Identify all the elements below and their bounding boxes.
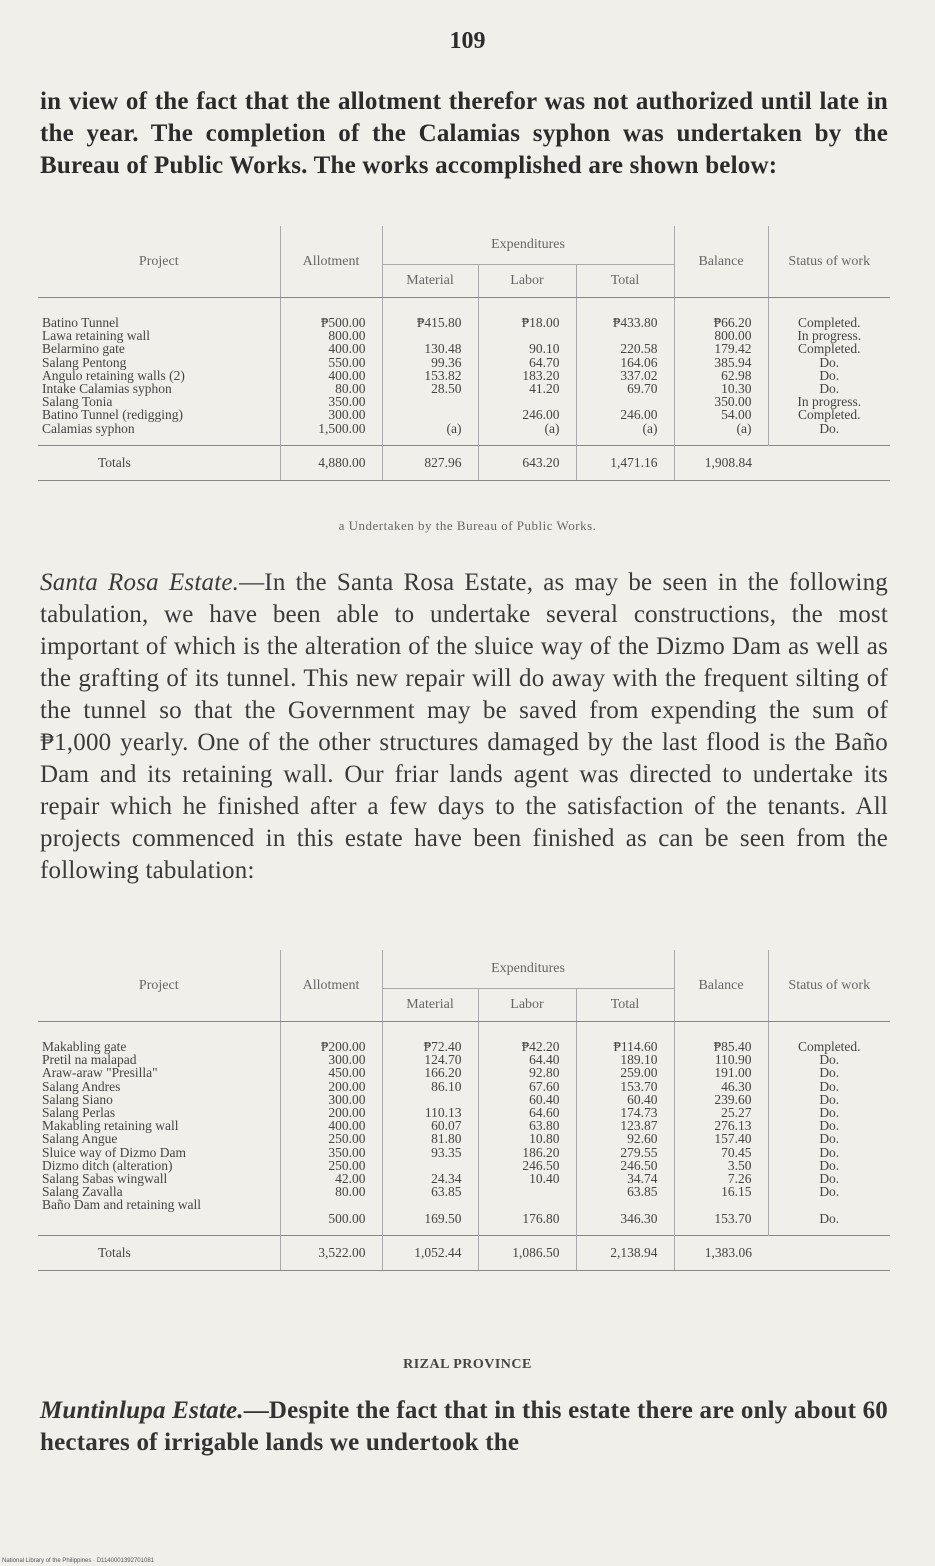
totals-total: 2,138.94 (576, 1235, 674, 1270)
balance-column: ₱85.40 110.90 191.00 46.30 239.60 25.27 276.13 157.40 70.45 3.50 7.26 16.15 153.70 (674, 1022, 768, 1236)
section-title: RIZAL PROVINCE (403, 1357, 532, 1372)
totals-status (768, 445, 890, 480)
material-column: ₱72.40 124.70 166.20 86.10 110.13 60.07 81.80 93.35 24.34 63.85 169.50 (382, 1022, 478, 1236)
totals-material: 827.96 (382, 445, 478, 480)
totals-total: 1,471.16 (576, 445, 674, 480)
totals-balance: 1,908.84 (674, 445, 768, 480)
total-column: ₱114.60 189.10 259.00 153.70 60.40 174.73 123.87 92.60 279.55 246.50 34.74 63.85 346.30 (576, 1022, 674, 1236)
totals-allotment: 3,522.00 (280, 1235, 382, 1270)
allotment-column: ₱200.00 300.00 450.00 200.00 300.00 200.00 400.00 250.00 350.00 250.00 42.00 80.00 500.00 (280, 1022, 382, 1236)
status-column: Completed. Do. Do. Do. Do. Do. Do. Do. Do. Do. Do. Do. Do. (768, 1022, 890, 1236)
totals-balance: 1,383.06 (674, 1235, 768, 1270)
table-works-1 (38, 226, 890, 481)
header-project: Project (38, 950, 280, 1022)
page-number: 109 (449, 28, 486, 54)
intro-paragraph: in view of the fact that the allotment therefor was not authorized until late in the year. The completion of the Calamias syphon was undertaken by the Bureau of Public Works. The works accomplished are shown below: (40, 88, 888, 179)
header-balance: Balance (674, 226, 768, 298)
total-column: ₱433.80 220.58 164.06 337.02 69.70 246.00 (a) (576, 298, 674, 446)
header-project: Project (38, 226, 280, 298)
header-balance: Balance (674, 950, 768, 1022)
muntinlupa-paragraph (40, 1395, 888, 1459)
totals-label: Totals (38, 445, 280, 480)
header-material: Material (382, 989, 478, 1022)
header-status: Status of work (768, 226, 890, 298)
totals-status (768, 1235, 890, 1270)
santa-rosa-paragraph (40, 567, 888, 887)
status-column: Completed. In progress. Completed. Do. Do. Do. In progress. Completed. Do. (768, 298, 890, 446)
table-footnote: a Undertaken by the Bureau of Public Works. (338, 518, 597, 533)
totals-labor: 643.20 (478, 445, 576, 480)
totals-material: 1,052.44 (382, 1235, 478, 1270)
header-labor: Labor (478, 265, 576, 298)
totals-label: Totals (38, 1235, 280, 1270)
header-total: Total (576, 265, 674, 298)
totals-labor: 1,086.50 (478, 1235, 576, 1270)
header-expenditures: Expenditures (382, 226, 674, 265)
muntinlupa-text: —Despite the fact that in this estate there are only about 60 hectares of irrigable lands we undertook the (40, 1397, 888, 1456)
header-status: Status of work (768, 950, 890, 1022)
table-works-2 (38, 950, 890, 1271)
totals-allotment: 4,880.00 (280, 445, 382, 480)
totals-row (38, 1235, 890, 1270)
labor-column: ₱18.00 90.10 64.70 183.20 41.20 246.00 (a) (478, 298, 576, 446)
santa-rosa-text: —In the Santa Rosa Estate, as may be seen in the following tabulation, we have been able to undertake several constructions, the most important of which is the alteration of the sluice way of the Dizmo Dam as well as the grafting of its tunnel. This new repair will do away with the frequent silting of the tunnel so that the Government may be saved from expending the sum of ₱1,000 yearly. One of the other structures damaged by the last flood is the Baño Dam and its retaining wall. Our friar lands agent was directed to undertake its repair which he finished after a few days to the satisfaction of the tenants. All projects commenced in this estate have been finished as can be seen from the following tabulation: (40, 569, 888, 884)
santa-rosa-heading: Santa Rosa Estate. (40, 569, 240, 596)
header-labor: Labor (478, 989, 576, 1022)
totals-row (38, 445, 890, 480)
project-list: Batino Tunnel Lawa retaining wall Belarmino gate Salang Pentong Angulo retaining walls (2) Intake Calamias syphon Salang Tonia Batino Tunnel (redigging) Calamias syphon (42, 315, 185, 436)
header-material: Material (382, 265, 478, 298)
muntinlupa-heading: Muntinlupa Estate. (40, 1397, 244, 1424)
material-column: ₱415.80 130.48 99.36 153.82 28.50 (a) (382, 298, 478, 446)
balance-column: ₱66.20 800.00 179.42 385.94 62.98 10.30 350.00 54.00 (a) (674, 298, 768, 446)
allotment-column: ₱500.00 800.00 400.00 550.00 400.00 80.00 350.00 300.00 1,500.00 (280, 298, 382, 446)
header-total: Total (576, 989, 674, 1022)
header-allotment: Allotment (280, 950, 382, 1022)
header-expenditures: Expenditures (382, 950, 674, 989)
header-allotment: Allotment (280, 226, 382, 298)
project-list: Makabling gate Pretil na malapad Araw-araw "Presilla" Salang Andres Salang Siano Salang Perlas Makabling retaining wall Salang Angue Sluice way of Dizmo Dam Dizmo ditch (alteration) Salang Sabas wingwall Salang Zavalla Baño Dam and retaining wall (42, 1039, 201, 1213)
archive-caption: National Library of the Philippines · D1140001392701081 (2, 1558, 154, 1564)
labor-column: ₱42.20 64.40 92.80 67.60 60.40 64.60 63.80 10.80 186.20 246.50 10.40 176.80 (478, 1022, 576, 1236)
